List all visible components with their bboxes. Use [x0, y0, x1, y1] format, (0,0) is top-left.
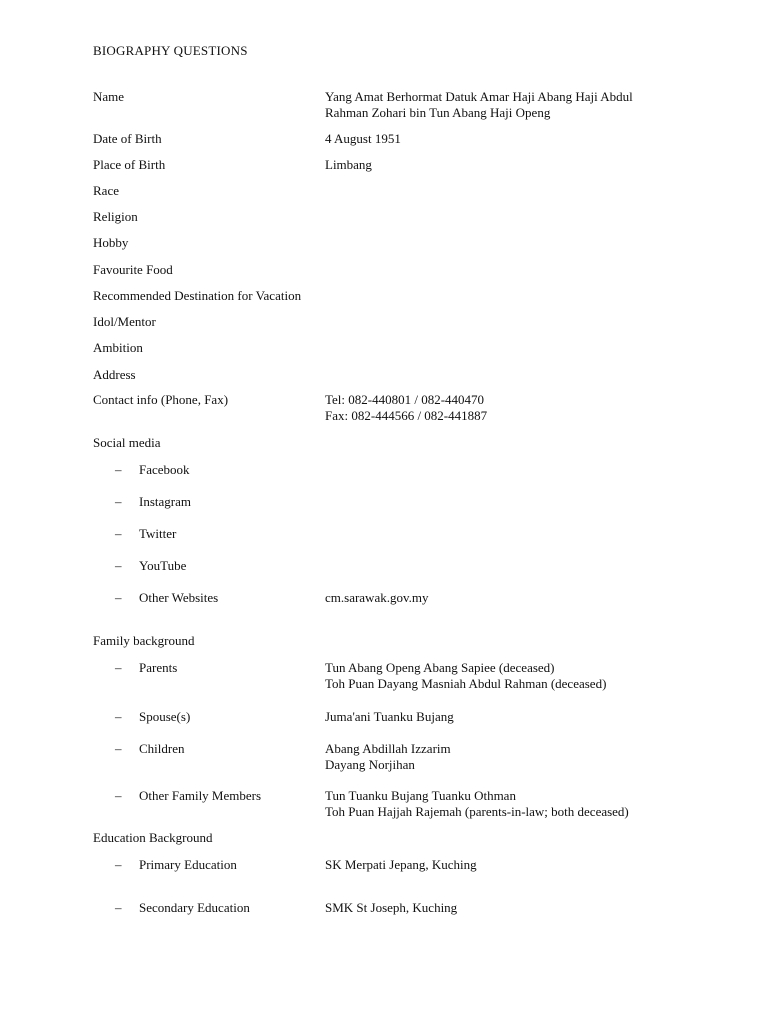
other-family-2: Toh Puan Hajjah Rajemah (parents-in-law; both deceased) [325, 804, 629, 819]
bullet-dash: – [115, 462, 122, 477]
social-other-value: cm.sarawak.gov.my [325, 590, 429, 605]
bullet-dash: – [115, 900, 122, 915]
bullet-dash: – [115, 494, 122, 509]
parents-label: Parents [139, 660, 178, 675]
dob-label: Date of Birth [93, 131, 162, 146]
religion-label: Religion [93, 209, 138, 224]
contact-label: Contact info (Phone, Fax) [93, 392, 229, 407]
pob-label: Place of Birth [93, 157, 166, 172]
primary-education-value: SK Merpati Jepang, Kuching [325, 857, 477, 872]
contact-fax: Fax: 082-444566 / 082-441887 [325, 408, 488, 423]
parents-father: Tun Abang Openg Abang Sapiee (deceased) [325, 660, 555, 675]
education-heading: Education Background [93, 830, 213, 845]
spouse-label: Spouse(s) [139, 709, 191, 724]
bullet-dash: – [115, 590, 122, 605]
primary-education-label: Primary Education [139, 857, 237, 872]
bullet-dash: – [115, 526, 122, 541]
dob-value: 4 August 1951 [325, 131, 401, 146]
contact-value [325, 392, 487, 424]
social-other-label: Other Websites [139, 590, 219, 605]
food-label: Favourite Food [93, 262, 173, 277]
bullet-dash: – [115, 741, 122, 756]
secondary-education-label: Secondary Education [139, 900, 250, 915]
other-family-value [325, 788, 629, 820]
address-label: Address [93, 367, 136, 382]
social-heading: Social media [93, 435, 161, 450]
child-1: Abang Abdillah Izzarim [325, 741, 451, 756]
other-family-1: Tun Tuanku Bujang Tuanku Othman [325, 788, 516, 803]
name-value-line2: Rahman Zohari bin Tun Abang Haji Openg [325, 105, 551, 120]
children-value [325, 741, 451, 773]
social-facebook: Facebook [139, 462, 190, 477]
family-heading: Family background [93, 633, 195, 648]
name-value [325, 89, 633, 121]
social-instagram: Instagram [139, 494, 191, 509]
other-family-label: Other Family Members [139, 788, 262, 803]
secondary-education-value: SMK St Joseph, Kuching [325, 900, 458, 915]
name-label: Name [93, 89, 125, 104]
parents-value [325, 660, 606, 692]
race-label: Race [93, 183, 119, 198]
child-2: Dayang Norjihan [325, 757, 415, 772]
bullet-dash: – [115, 788, 122, 803]
bullet-dash: – [115, 660, 122, 675]
social-youtube: YouTube [139, 558, 187, 573]
contact-tel: Tel: 082-440801 / 082-440470 [325, 392, 485, 407]
page-title: BIOGRAPHY QUESTIONS [93, 43, 248, 58]
pob-value: Limbang [325, 157, 372, 172]
bullet-dash: – [115, 709, 122, 724]
name-value-line1: Yang Amat Berhormat Datuk Amar Haji Abang Haji Abdul [325, 89, 633, 104]
ambition-label: Ambition [93, 340, 143, 355]
vacation-label: Recommended Destination for Vacation [93, 288, 302, 303]
spouse-value: Juma'ani Tuanku Bujang [325, 709, 454, 724]
children-label: Children [139, 741, 185, 756]
parents-mother: Toh Puan Dayang Masniah Abdul Rahman (deceased) [325, 676, 607, 691]
bullet-dash: – [115, 857, 122, 872]
hobby-label: Hobby [93, 235, 129, 250]
idol-label: Idol/Mentor [93, 314, 156, 329]
social-twitter: Twitter [139, 526, 177, 541]
bullet-dash: – [115, 558, 122, 573]
